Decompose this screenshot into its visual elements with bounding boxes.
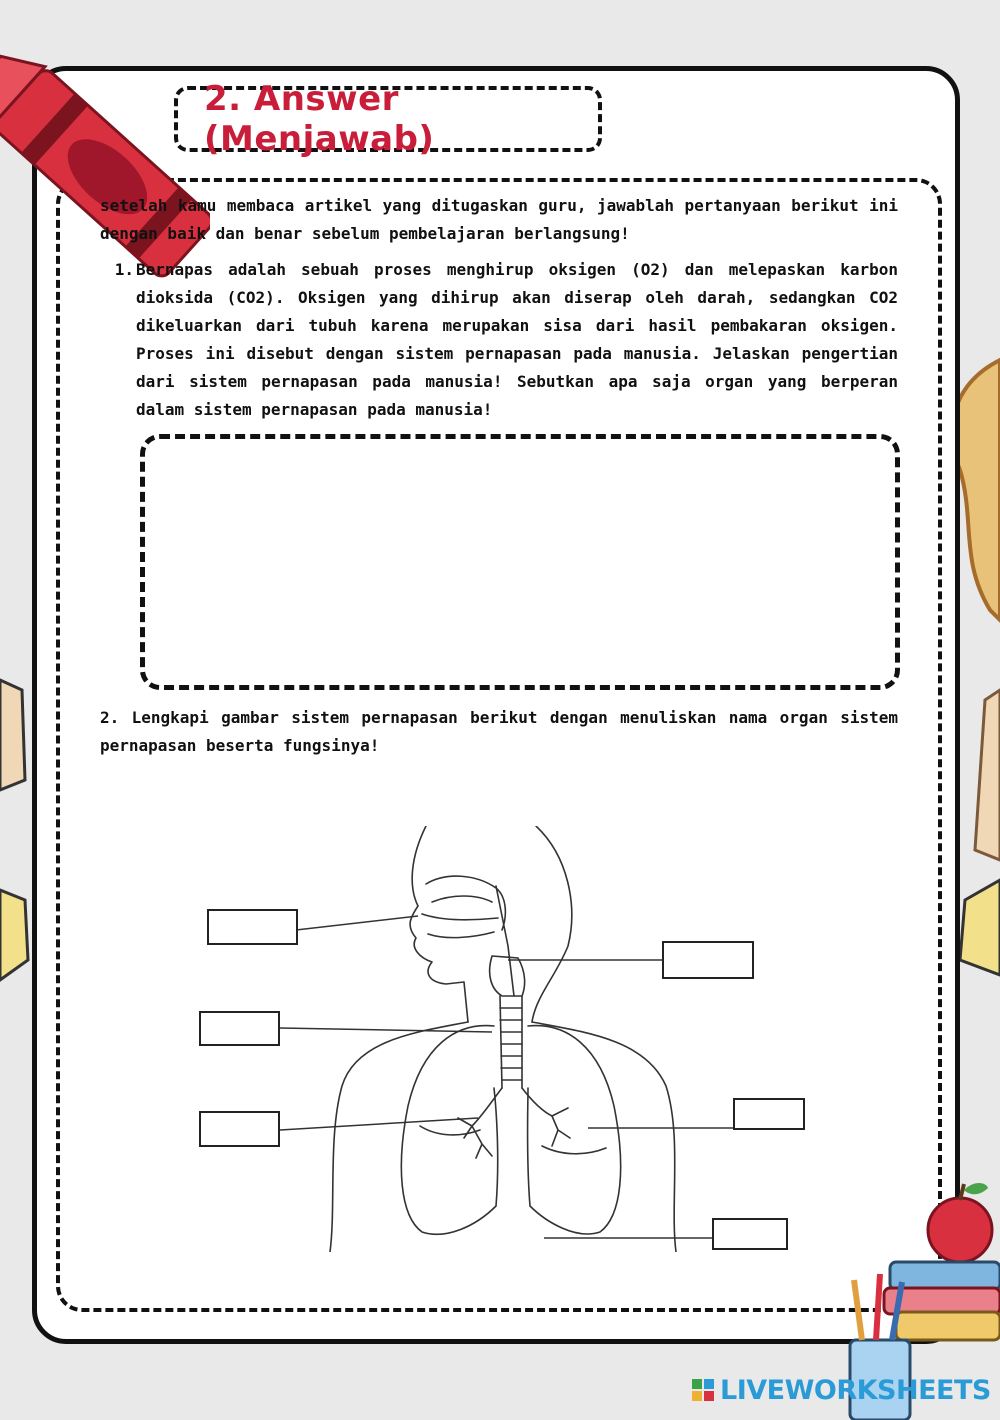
title-box: [174, 79, 602, 159]
label-box-nose[interactable]: [207, 909, 298, 945]
intro-text: setelah kamu membaca artikel yang ditugaskan guru, jawablah pertanyaan berikut ini dengan baik dan benar sebelum pembelajaran berlangsung!: [100, 196, 898, 243]
page-title: 2. Answer (Menjawab): [204, 79, 435, 159]
question-1-text: Bernapas adalah sebuah proses menghirup oksigen (O2) dan melepaskan karbon dioksida (CO2). Oksigen yang dihirup akan diserap oleh darah, sedangkan CO2 dikeluarkan dari tubuh karena merupakan sisa dari hasil pembakaran oksigen. Proses ini disebut dengan sistem pernapasan pada manusia. Jelaskan pengertian dari sistem pernapasan pada manusia! Sebutkan apa saja organ yang berperan dalam sistem pernapasan pada manusia!: [136, 260, 898, 419]
label-box-larynx[interactable]: [662, 941, 754, 979]
label-box-trachea[interactable]: [199, 1011, 280, 1046]
liveworksheets-logo: [692, 1374, 991, 1406]
label-box-diaphragm[interactable]: [712, 1218, 788, 1250]
liveworksheets-brand: LIVEWORKSHEETS: [720, 1374, 991, 1406]
answer-1-field[interactable]: [140, 434, 900, 690]
label-box-bronchi[interactable]: [199, 1111, 280, 1147]
question-1-number: 1.: [114, 260, 134, 279]
lw-logo-icon: [692, 1379, 714, 1401]
label-box-lungs[interactable]: [733, 1098, 805, 1130]
question-2-text: 2. Lengkapi gambar sistem pernapasan berikut dengan menuliskan nama organ sistem pernapasan beserta fungsinya!: [100, 708, 898, 755]
respiratory-system-diagram: [196, 826, 808, 1252]
question-1: [100, 256, 898, 424]
